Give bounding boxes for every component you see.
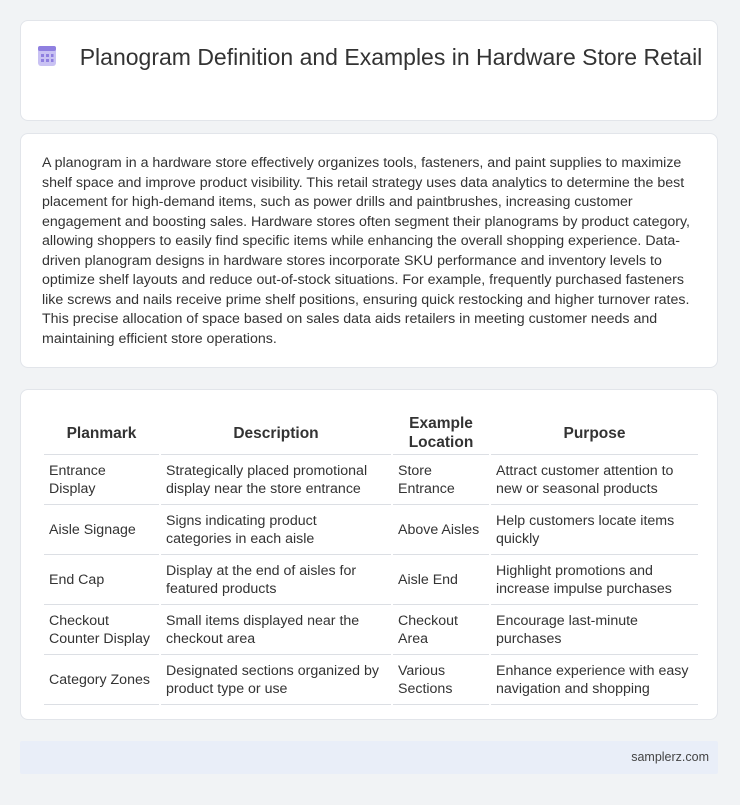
document-icon <box>36 45 58 74</box>
column-header: Example Location <box>408 415 474 451</box>
column-header: Purpose <box>563 424 626 442</box>
table-cell: Checkout Area <box>393 604 489 654</box>
footer-site-link[interactable]: samplerz.com <box>631 750 709 764</box>
table-cell: Attract customer attention to new or seasonal products <box>491 454 698 504</box>
title-card <box>20 20 718 121</box>
table-card <box>20 389 718 720</box>
page-title-text: Planogram Definition and Examples in Hardware Store Retail <box>79 44 703 70</box>
table-cell: Small items displayed near the checkout area <box>161 604 391 654</box>
table-cell: Store Entrance <box>393 454 489 504</box>
table-cell: Display at the end of aisles for featured products <box>161 554 391 604</box>
table-cell: Aisle Signage <box>44 504 159 554</box>
table-row <box>44 654 698 705</box>
footer-bar <box>20 741 718 774</box>
table-row <box>44 454 698 504</box>
table-cell: Help customers locate items quickly <box>491 504 698 554</box>
table-cell: Highlight promotions and increase impulse purchases <box>491 554 698 604</box>
table-cell: Category Zones <box>44 654 159 705</box>
table-row <box>44 554 698 604</box>
table-row <box>44 504 698 554</box>
table-cell: End Cap <box>44 554 159 604</box>
table-cell: Entrance Display <box>44 454 159 504</box>
column-header: Description <box>233 424 319 442</box>
column-header: Planmark <box>66 424 137 442</box>
table-cell: Enhance experience with easy navigation and shopping <box>491 654 698 705</box>
table-cell: Signs indicating product categories in each aisle <box>161 504 391 554</box>
table-cell: Various Sections <box>393 654 489 705</box>
table-cell: Strategically placed promotional display near the store entrance <box>161 454 391 504</box>
table-cell: Designated sections organized by product type or use <box>161 654 391 705</box>
page-title <box>21 43 717 74</box>
table-header-row <box>44 412 698 454</box>
intro-paragraph: A planogram in a hardware store effectively organizes tools, fasteners, and paint supplies to maximize shelf space and improve product visibility. This retail strategy uses data analytics to determine the best placement for high-demand items, such as power drills and paintbrushes, increasing customer engagement and boosting sales. Hardware stores often segment their planograms by product category, allowing shoppers to easily find specific items while enhancing the overall shopping experience. Data-driven planogram designs in hardware stores incorporate SKU performance and inventory levels to optimize shelf layouts and reduce out-of-stock situations. For example, frequently purchased fasteners like screws and nails receive prime shelf positions, ensuring quick restocking and higher turnover rates. This precise allocation of space based on sales data aids retailers in meeting customer needs and maintaining efficient store operations. <box>42 155 691 347</box>
planogram-table <box>42 412 700 705</box>
intro-card <box>20 133 718 368</box>
table-cell: Encourage last-minute purchases <box>491 604 698 654</box>
table-cell: Checkout Counter Display <box>44 604 159 654</box>
table-row <box>44 604 698 654</box>
table-cell: Aisle End <box>393 554 489 604</box>
table-cell: Above Aisles <box>393 504 489 554</box>
